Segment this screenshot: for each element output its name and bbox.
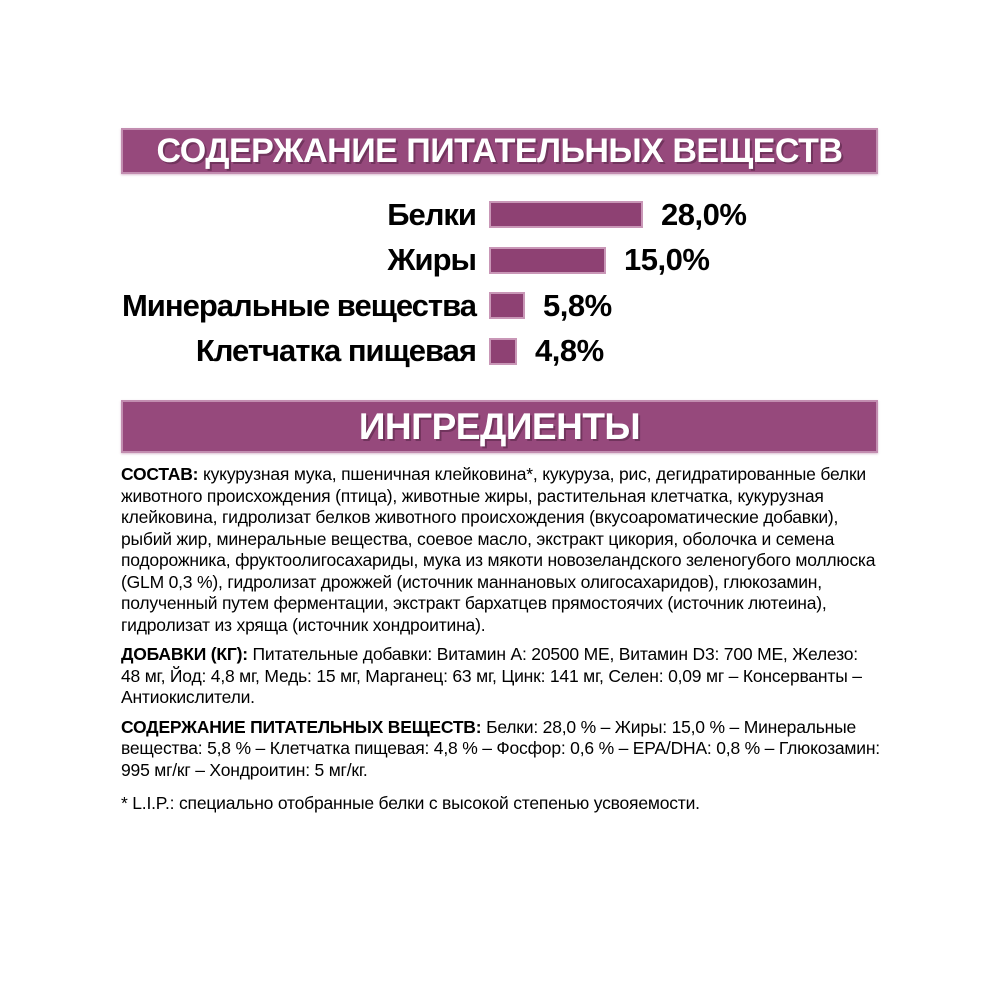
additives-text: Питательные добавки: Витамин А: 20500 МЕ, Витамин D3: 700 МЕ, Железо: 48 мг, Йод: 4,8 мг, Медь: 15 мг, Марганец: 63 мг, Цинк: 141 мг, Селен: 0,09 мг – Консерванты – Антиокислители. [121,644,862,707]
nutrients-header-title: СОДЕРЖАНИЕ ПИТАТЕЛЬНЫХ ВЕЩЕСТВ [156,131,843,170]
bar-proteins [489,201,643,228]
bar-value: 28,0% [661,196,747,232]
bar-value: 4,8% [535,333,604,369]
lip-footnote [121,793,880,815]
bar-minerals [489,292,525,319]
ingredients-banner [121,400,878,453]
composition-paragraph [121,464,880,636]
ingredients-text-block [121,464,880,815]
bar-fats [489,247,606,274]
nutrient-content-text: Белки: 28,0 % – Жиры: 15,0 % – Минеральные вещества: 5,8 % – Клетчатка пищевая: 4,8 % – Фосфор: 0,6 % – EPA/DHA: 0,8 % – Глюкозамин: 995 мг/кг – Хондроитин: 5 мг/кг. [121,716,880,780]
nutrients-bar-chart [121,192,878,374]
lip-footnote-text: * L.I.P.: специально отобранные белки с высокой степенью усвояемости. [121,793,700,813]
bar-label: Минеральные вещества [121,287,476,323]
bar-label: Белки [387,196,476,232]
composition-label: СОСТАВ: [121,464,199,484]
chart-row-fiber [121,329,878,375]
bar-value: 15,0% [624,242,710,278]
chart-row-proteins [121,192,878,238]
chart-row-fats [121,238,878,284]
ingredients-banner-title: ИНГРЕДИЕНТЫ [358,405,641,447]
additives-paragraph [121,644,880,709]
bar-label: Клетчатка пищевая [195,333,476,369]
composition-text: кукурузная мука, пшеничная клейковина*, кукуруза, рис, дегидратированные белки животного происхождения (птица), животные жиры, растительная клетчатка, кукурузная клейковина, гидролизат белков животного происхождения (вкусоароматические добавки), рыбий жир, минеральные вещества, соевое масло, экстракт цикория, оболочка и семена подорожника, фруктоолигосахариды, мука из мякоти новозеландского зеленогубого моллюска (GLM 0,3 %), гидролизат дрожжей (источник маннановых олигосахаридов), глюкозамин, полученный путем ферментации, экстракт бархатцев прямостоячих (источник лютеина), гидролизат из хряща (источник хондроитина). [121,464,876,635]
chart-row-minerals [121,283,878,329]
nutrients-header-banner [121,128,878,174]
nutrient-content-label: СОДЕРЖАНИЕ ПИТАТЕЛЬНЫХ ВЕЩЕСТВ: [121,716,482,737]
additives-label: ДОБАВКИ (КГ): [121,644,248,664]
bar-value: 5,8% [543,287,612,323]
nutrient-content-paragraph [121,717,880,782]
bar-fiber [489,338,517,365]
bar-label: Жиры [387,242,476,278]
